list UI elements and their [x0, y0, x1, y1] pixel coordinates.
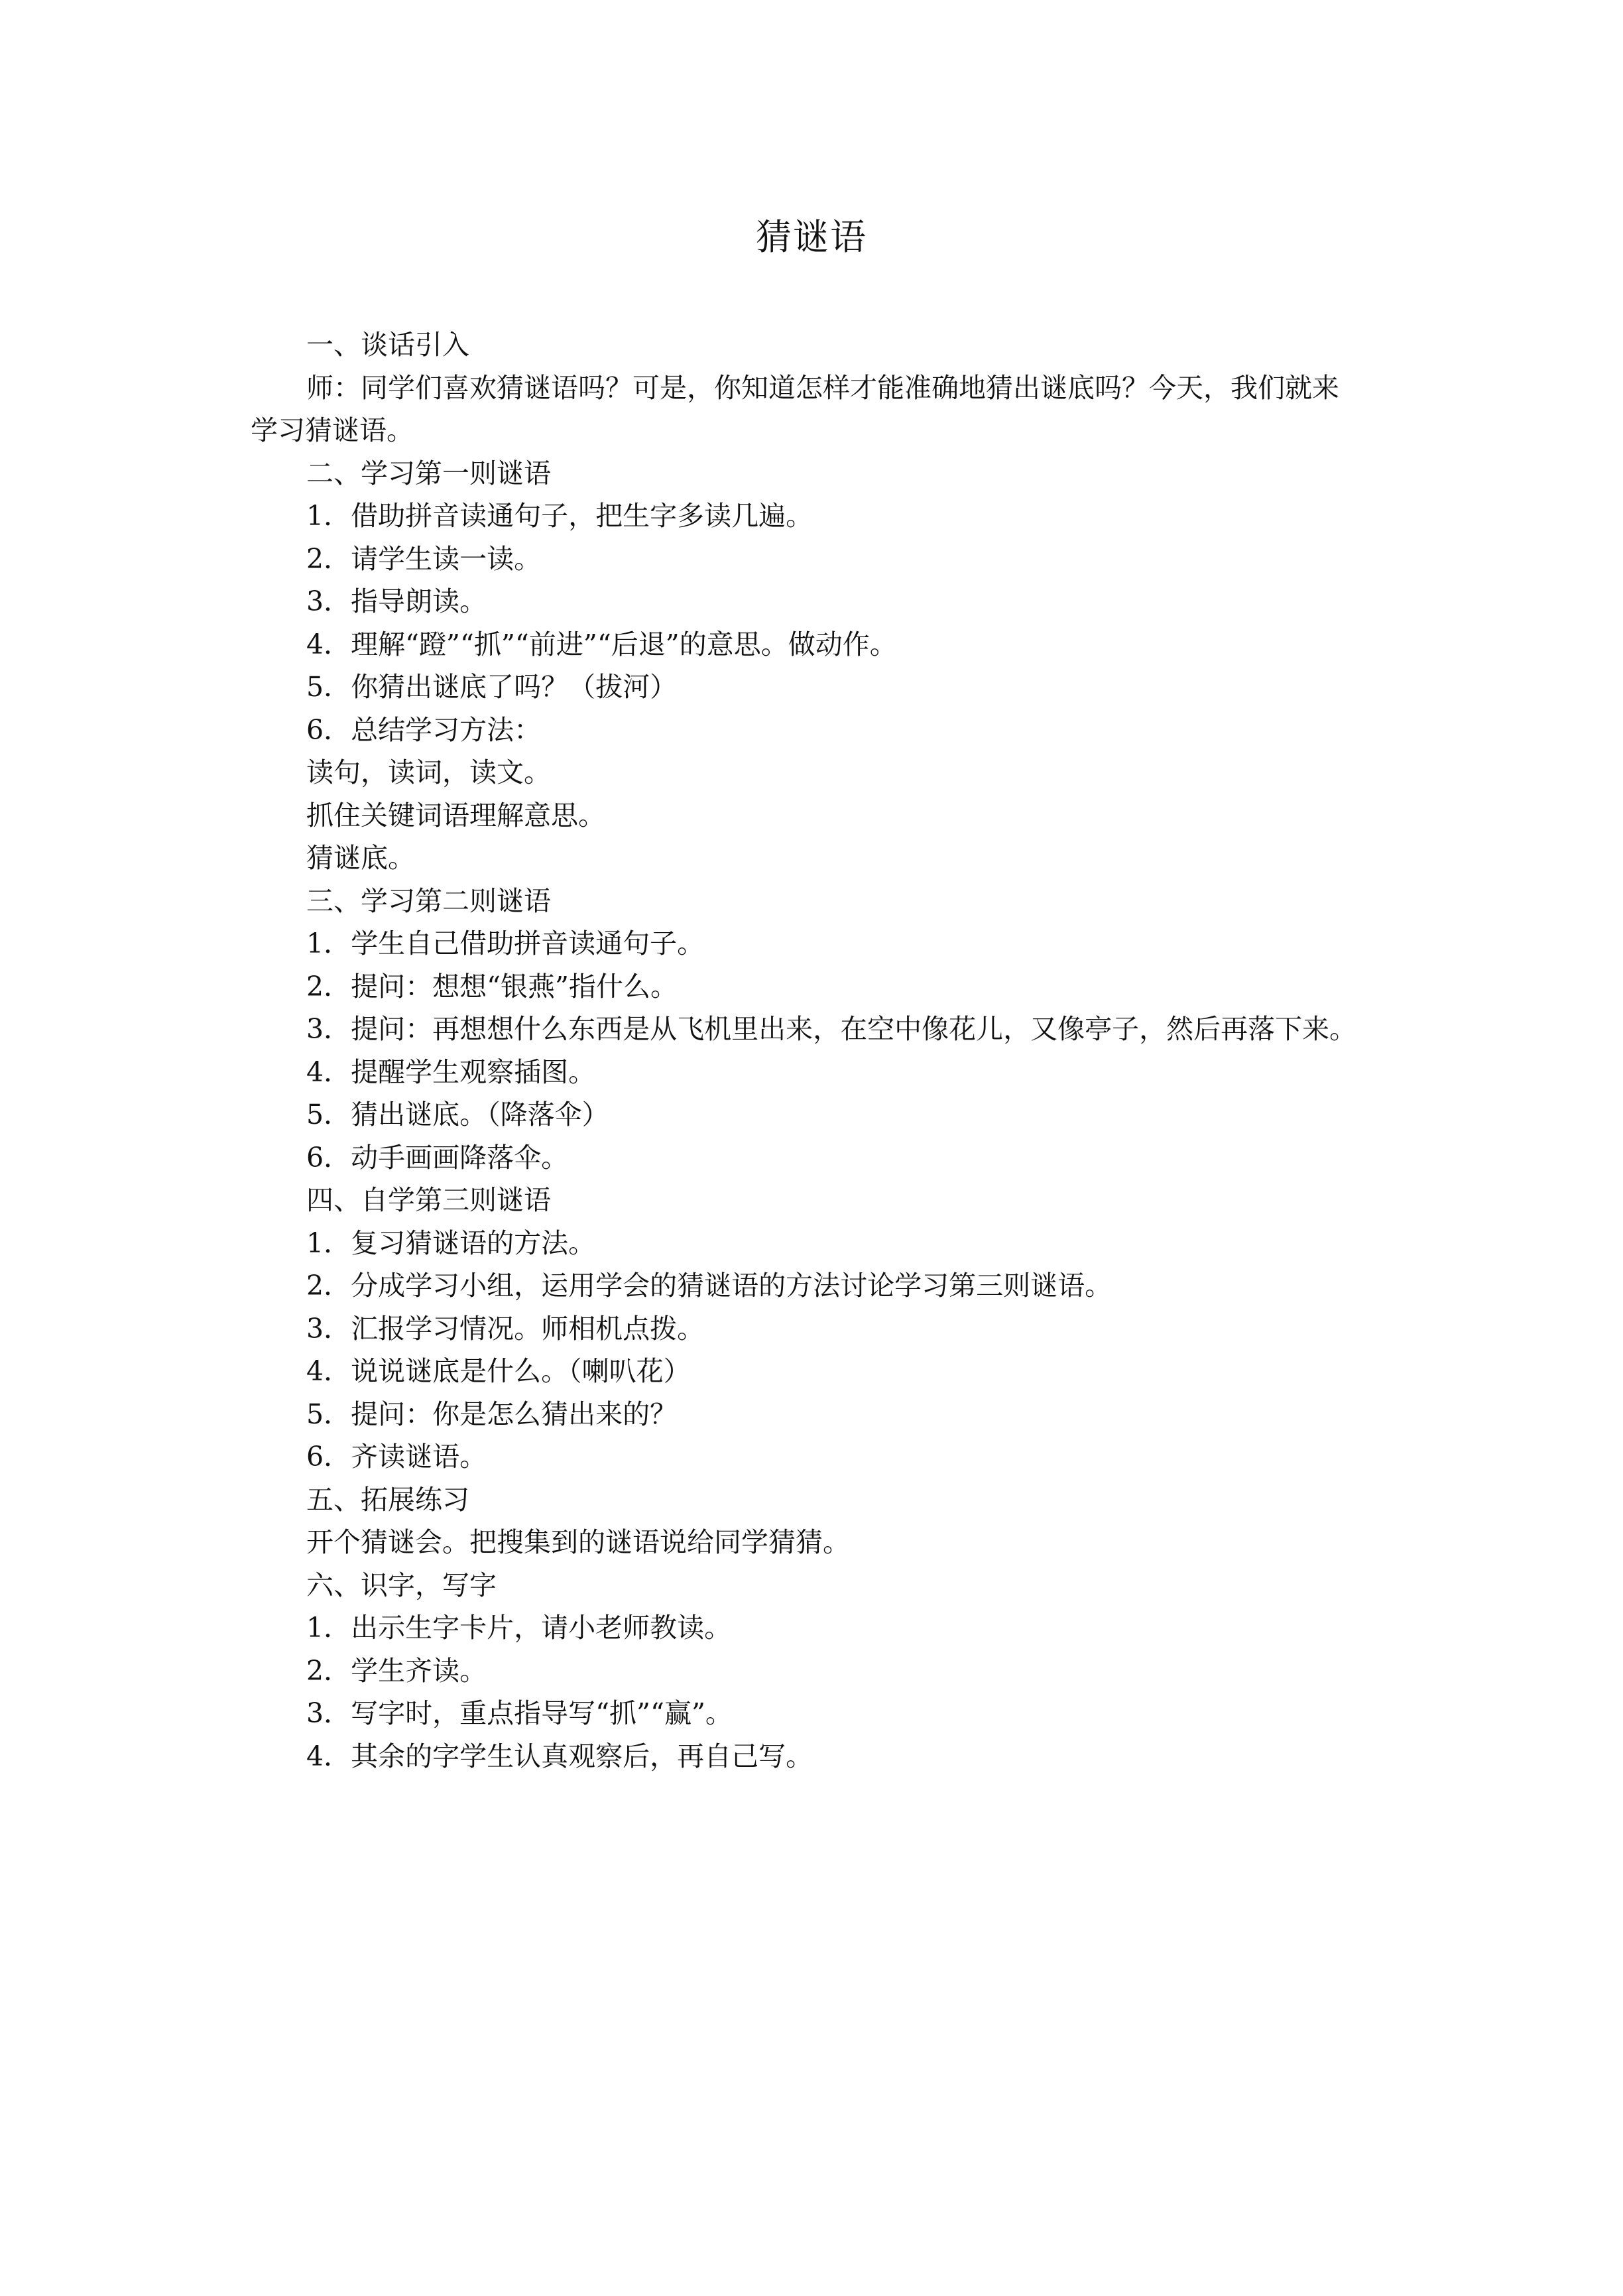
list-item: 4．说说谜底是什么。（喇叭花） — [306, 1355, 691, 1387]
list-item: 1．借助拼音读通句子，把生字多读几遍。 — [306, 500, 813, 532]
section-heading: 四、自学第三则谜语 — [306, 1184, 551, 1216]
list-item: 2．请学生读一读。 — [306, 542, 542, 575]
list-item: 1．学生自己借助拼音读通句子。 — [306, 928, 705, 959]
list-item: 5．你猜出谜底了吗？（拔河） — [306, 671, 678, 703]
list-item: 6．总结学习方法： — [306, 713, 542, 746]
list-item: 2．分成学习小组，运用学会的猜谜语的方法讨论学习第三则谜语。 — [306, 1270, 1112, 1301]
section-heading: 五、拓展练习 — [306, 1483, 469, 1516]
list-item: 2．提问：想想“银燕”指什么。 — [306, 970, 678, 1002]
section-heading: 一、谈话引入 — [306, 329, 469, 361]
paragraph-line: 师：同学们喜欢猜谜语吗？可是，你知道怎样才能准确地猜出谜底吗？今天，我们就来 — [306, 371, 1339, 404]
section-heading: 二、学习第一则谜语 — [306, 457, 551, 489]
list-item: 5．提问：你是怎么猜出来的？ — [306, 1398, 678, 1430]
list-item: 4．提醒学生观察插图。 — [306, 1056, 596, 1088]
section-heading: 三、学习第二则谜语 — [306, 884, 551, 917]
paragraph-line: 开个猜谜会。把搜集到的谜语说给同学猜猜。 — [306, 1526, 850, 1558]
paragraph-line: 猜谜底。 — [306, 842, 415, 874]
list-item: 4．理解“蹬”“抓”“前进”“后退”的意思。做动作。 — [306, 628, 897, 660]
paragraph-line: 抓住关键词语理解意思。 — [306, 799, 605, 831]
list-item: 3．提问：再想想什么东西是从飞机里出来，在空中像花儿，又像亭子，然后再落下来。 — [306, 1013, 1357, 1045]
list-item: 3．汇报学习情况。师相机点拨。 — [306, 1312, 705, 1345]
document-body — [251, 324, 1391, 1778]
list-item: 1．出示生字卡片，请小老师教读。 — [306, 1612, 732, 1644]
document-title: 猜谜语 — [756, 216, 867, 258]
list-item: 6．动手画画降落伞。 — [306, 1141, 569, 1174]
list-item: 5．猜出谜底。（降落伞） — [306, 1099, 609, 1130]
list-item: 1．复习猜谜语的方法。 — [306, 1227, 596, 1259]
list-item: 3．写字时，重点指导写“抓”“赢”。 — [306, 1697, 733, 1729]
section-heading: 六、识字，写字 — [306, 1569, 497, 1601]
list-item: 2．学生齐读。 — [306, 1654, 487, 1687]
list-item: 4．其余的字学生认真观察后，再自己写。 — [306, 1740, 813, 1772]
list-item: 3．指导朗读。 — [306, 585, 487, 617]
list-item: 6．齐读谜语。 — [306, 1441, 487, 1473]
paragraph-line: 读句，读词，读文。 — [306, 756, 551, 788]
paragraph-continuation: 学习猜谜语。 — [251, 414, 414, 446]
